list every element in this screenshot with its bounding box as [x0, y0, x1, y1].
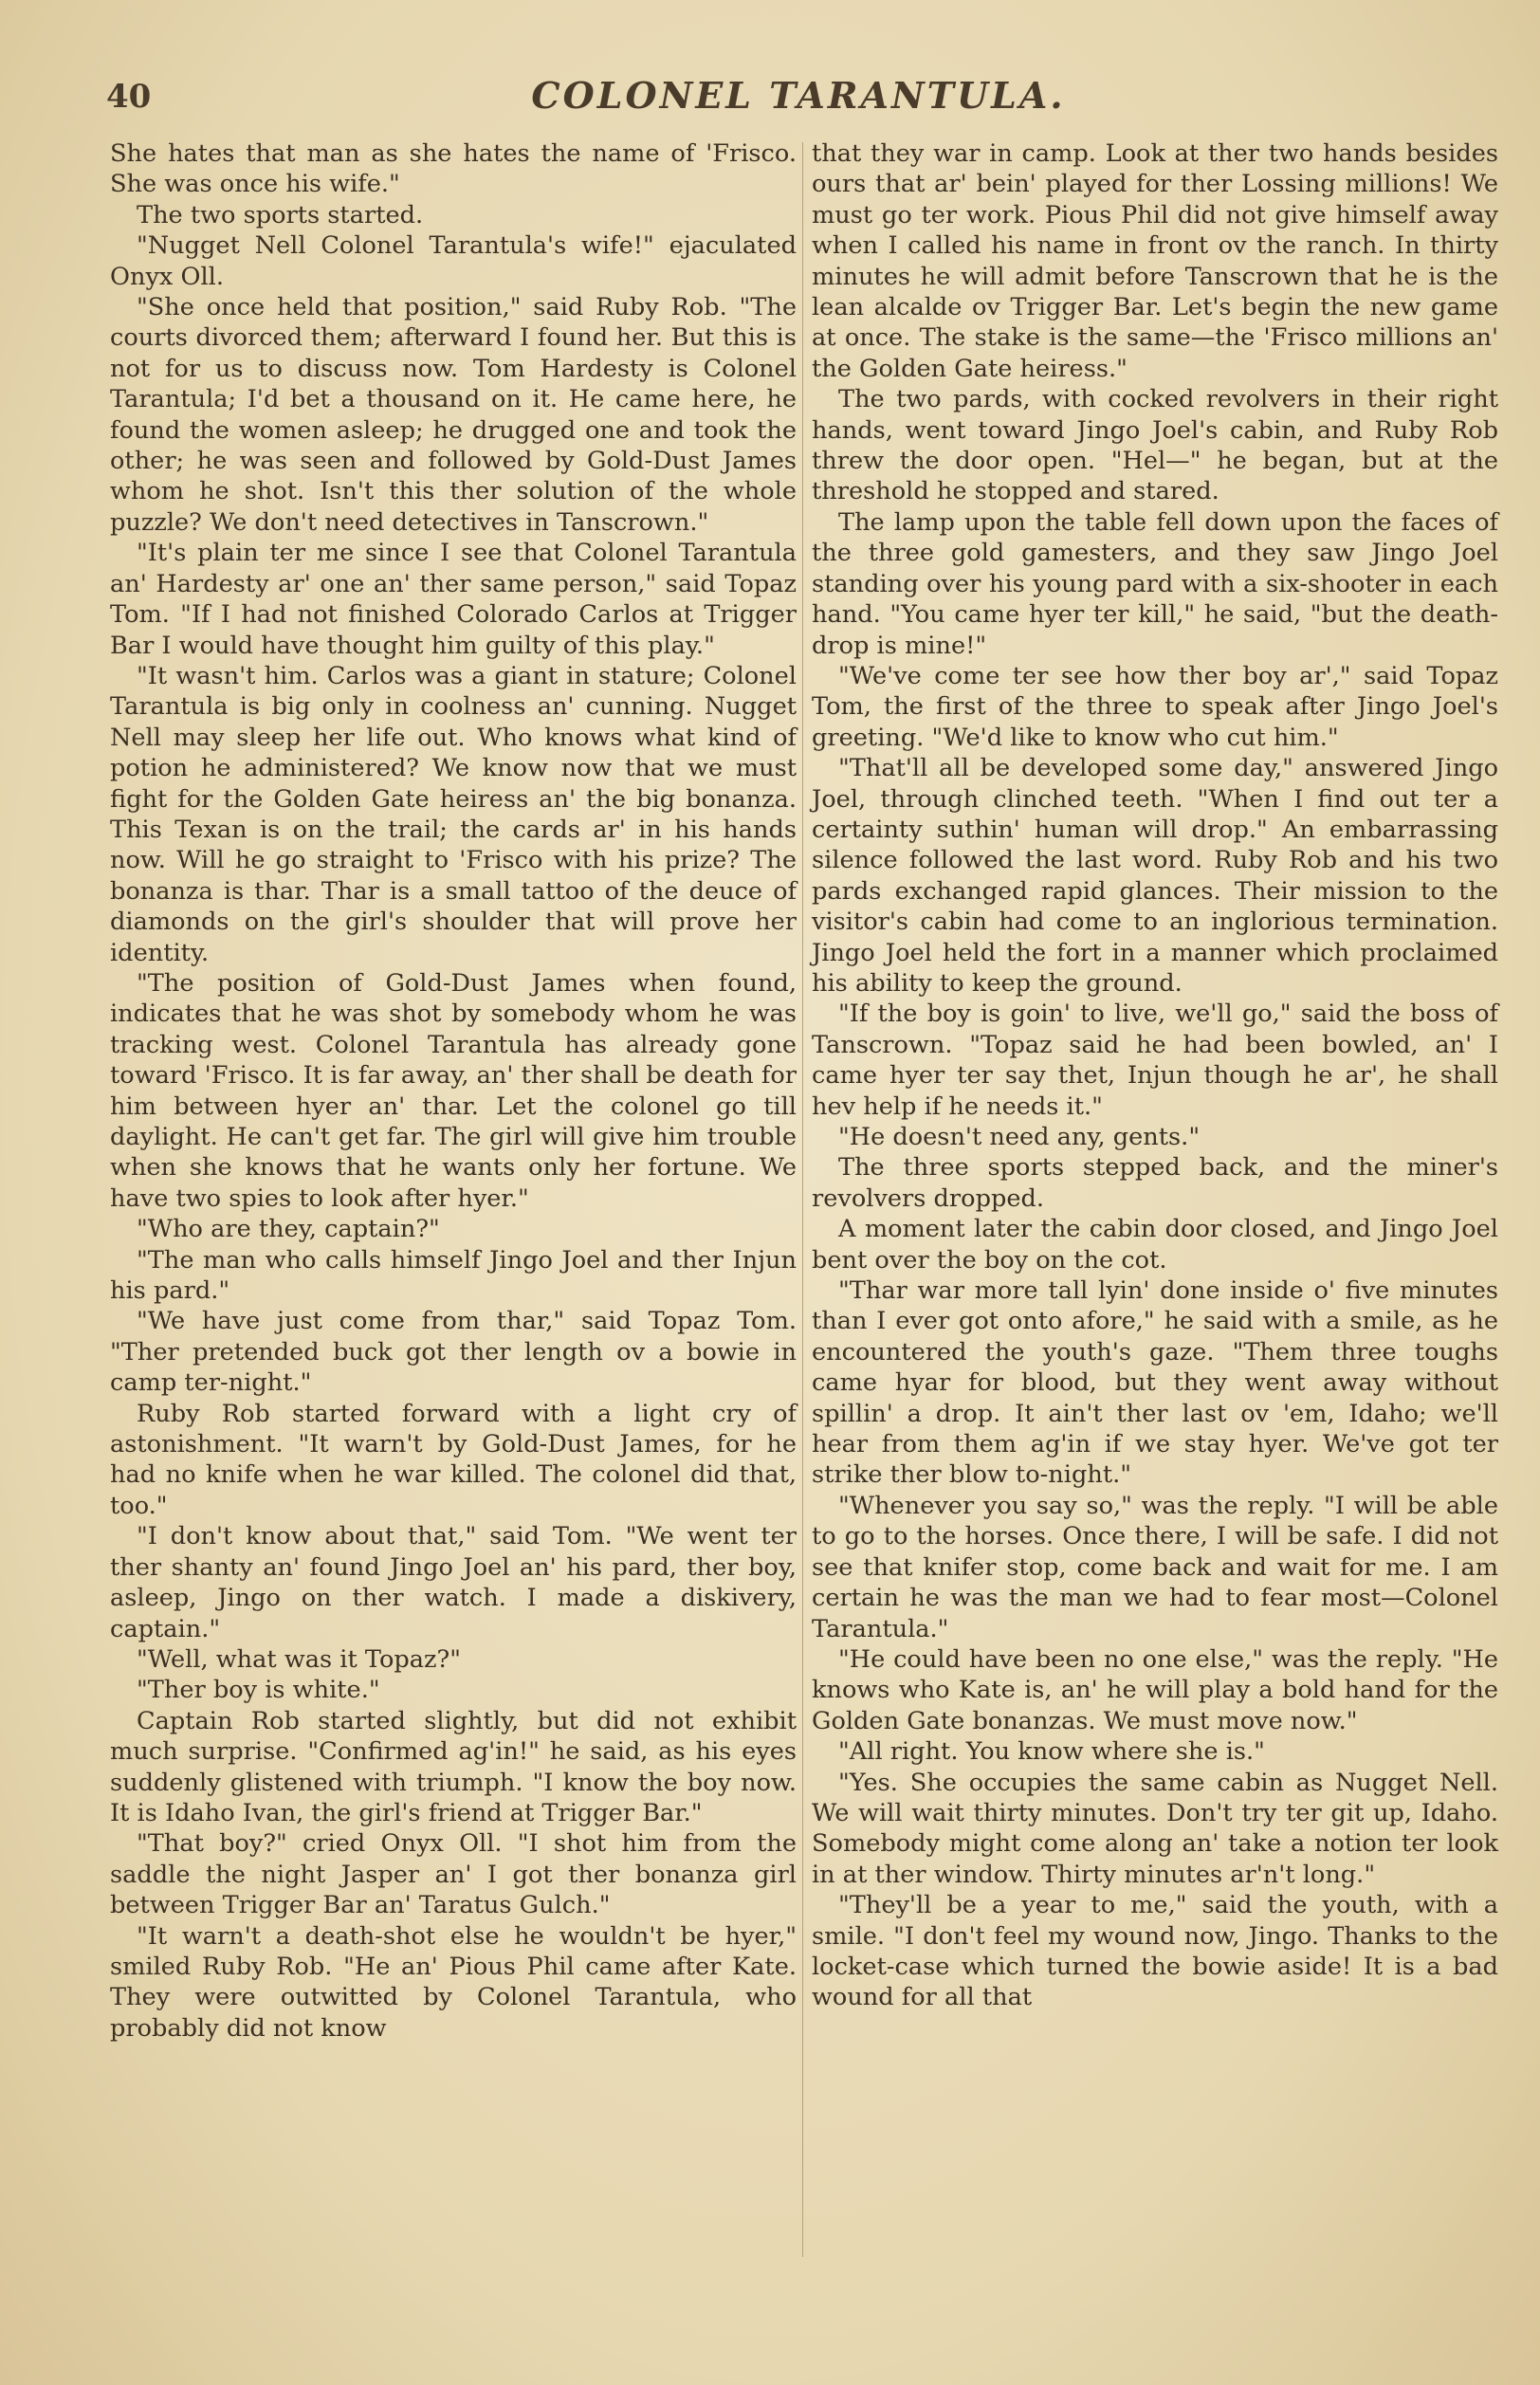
paragraph: "That boy?" cried Onyx Oll. "I shot him from the saddle the night Jasper an' I got ther bonanza girl between Trigger Bar an' Taratus Gulch."	[110, 1829, 797, 1920]
paragraph: "Yes. She occupies the same cabin as Nugget Nell. We will wait thirty minutes. Don't try ter git up, Idaho. Somebody might come along an' take a notion ter look in at ther window. Thirty minutes ar'n't long."	[812, 1768, 1498, 1889]
running-title: COLONEL TARANTULA.	[531, 74, 1066, 117]
paragraph: "All right. You know where she is."	[838, 1737, 1265, 1767]
paragraph: The two pards, with cocked revolvers in their right hands, went toward Jingo Joel's cabin, and Ruby Rob threw the door open. "Hel—" he began, but at the threshold he stopped and stared.	[812, 385, 1498, 506]
right-column	[812, 138, 1498, 2013]
paragraph: Captain Rob started slightly, but did not exhibit much surprise. "Confirmed ag'in!" he said, as his eyes suddenly glistened with triumph. "I know the boy now. It is Idaho Ivan, the girl's friend at Trigger Bar."	[110, 1706, 797, 1827]
paragraph: She hates that man as she hates the name of 'Frisco. She was once his wife."	[110, 139, 797, 199]
page-header	[106, 74, 1491, 131]
paragraph: that they war in camp. Look at ther two hands besides ours that ar' bein' played for ther Lossing millions! We must go ter work. Pious Phil did not give himself away when I called his name in front ov the ranch. In thirty minutes he will admit before Tanscrown that he is the lean alcalde ov Trigger Bar. Let's begin the new game at once. The stake is the same—the 'Frisco millions an' the Golden Gate heiress."	[812, 139, 1498, 383]
paragraph: The lamp upon the table fell down upon the faces of the three gold gamesters, and they saw Jingo Joel standing over his young pard with a six-shooter in each hand. "You came hyer ter kill," he said, "but the death-drop is mine!"	[812, 507, 1498, 660]
paragraph: A moment later the cabin door closed, and Jingo Joel bent over the boy on the cot.	[812, 1215, 1498, 1275]
paragraph: The two sports started.	[137, 200, 424, 229]
paragraph: "That'll all be developed some day," answered Jingo Joel, through clinched teeth. "When I find out ter a certainty suthin' human will drop." An embarrassing silence followed the last word. Ruby Rob and his two pards exchanged rapid glances. Their mission to the visitor's cabin had come to an inglorious termination. Jingo Joel held the fort in a manner which proclaimed his ability to keep the ground.	[812, 754, 1498, 998]
paragraph: Ruby Rob started forward with a light cry of astonishment. "It warn't by Gold-Dust James, for he had no knife when he war killed. The colonel did that, too."	[110, 1399, 797, 1520]
paragraph: "It's plain ter me since I see that Colonel Tarantula an' Hardesty ar' one an' ther same person," said Topaz Tom. "If I had not finished Colorado Carlos at Trigger Bar I would have thought him guilty of this play."	[110, 539, 797, 660]
paragraph: "Nugget Nell Colonel Tarantula's wife!" ejaculated Onyx Oll.	[110, 231, 797, 291]
paragraph: The three sports stepped back, and the miner's revolvers dropped.	[812, 1153, 1498, 1213]
paragraph: "He doesn't need any, gents."	[838, 1123, 1201, 1151]
left-column	[110, 138, 797, 2044]
paragraph: "The man who calls himself Jingo Joel and ther Injun his pard."	[110, 1245, 797, 1306]
paragraph: "If the boy is goin' to live, we'll go," said the boss of Tanscrown. "Topaz said he had been bowled, an' I came hyer ter say thet, Injun though he ar', he shall hev help if he needs it."	[812, 1000, 1498, 1121]
paragraph: "Who are they, captain?"	[137, 1215, 440, 1244]
paragraph: "He could have been no one else," was the reply. "He knows who Kate is, an' he will play a bold hand for the Golden Gate bonanzas. We must move now."	[812, 1644, 1498, 1735]
paragraph: "It warn't a death-shot else he wouldn't be hyer," smiled Ruby Rob. "He an' Pious Phil came after Kate. They were outwitted by Colonel Tarantula, who probably did not know	[110, 1921, 797, 2043]
page-number: 40	[106, 78, 152, 116]
paragraph: "She once held that position," said Ruby Rob. "The courts divorced them; afterward I found her. But this is not for us to discuss now. Tom Hardesty is Colonel Tarantula; I'd bet a thousand on it. He came here, he found the women asleep; he drugged one and took the other; he was seen and followed by Gold-Dust James whom he shot. Isn't this ther solution of the whole puzzle? We don't need detectives in Tanscrown."	[110, 293, 797, 537]
paragraph: "I don't know about that," said Tom. "We went ter ther shanty an' found Jingo Joel an' his pard, ther boy, asleep, Jingo on ther watch. I made a diskivery, captain."	[110, 1522, 797, 1643]
paragraph: "Thar war more tall lyin' done inside o' five minutes than I ever got onto afore," he said with a smile, as he encountered the youth's gaze. "Them three toughs came hyar for blood, but they went away without spillin' a drop. It ain't ther last ov 'em, Idaho; we'll hear from them ag'in if we stay hyer. We've got ter strike ther blow to-night."	[812, 1276, 1498, 1490]
paragraph: "We have just come from thar," said Topaz Tom. "Ther pretended buck got ther length ov a bowie in camp ter-night."	[110, 1307, 797, 1398]
paragraph: "Well, what was it Topaz?"	[137, 1644, 462, 1674]
paragraph: "The position of Gold-Dust James when found, indicates that he was shot by somebody whom he was tracking west. Colonel Tarantula has already gone toward 'Frisco. It is far away, an' ther shall be death for him between hyer an' thar. Let the colonel go till daylight. He can't get far. The girl will give him trouble when she knows that he wants only her fortune. We have two spies to look after hyer."	[110, 968, 797, 1213]
paragraph: "We've come ter see how ther boy ar'," said Topaz Tom, the first of the three to speak after Jingo Joel's greeting. "We'd like to know who cut him."	[812, 661, 1498, 752]
paragraph: "Whenever you say so," was the reply. "I will be able to go to the horses. Once there, I will be safe. I did not see that knifer stop, come back and wait for me. I am certain he was the man we had to fear most—Colonel Tarantula."	[812, 1491, 1498, 1643]
paragraph: "They'll be a year to me," said the youth, with a smile. "I don't feel my wound now, Jingo. Thanks to the locket-case which turned the bowie aside! It is a bad wound for all that	[812, 1891, 1498, 2012]
paragraph: "Ther boy is white."	[137, 1676, 380, 1705]
column-divider	[802, 142, 803, 2257]
paragraph: "It wasn't him. Carlos was a giant in stature; Colonel Tarantula is big only in coolness an' cunning. Nugget Nell may sleep her life out. Who knows what kind of potion he administered? We know now that we must fight for the Golden Gate heiress an' the big bonanza. This Texan is on the trail; the cards ar' in his hands now. Will he go straight to 'Frisco with his prize? The bonanza is thar. Thar is a small tattoo of the deuce of diamonds on the girl's shoulder that will prove her identity.	[110, 661, 797, 967]
